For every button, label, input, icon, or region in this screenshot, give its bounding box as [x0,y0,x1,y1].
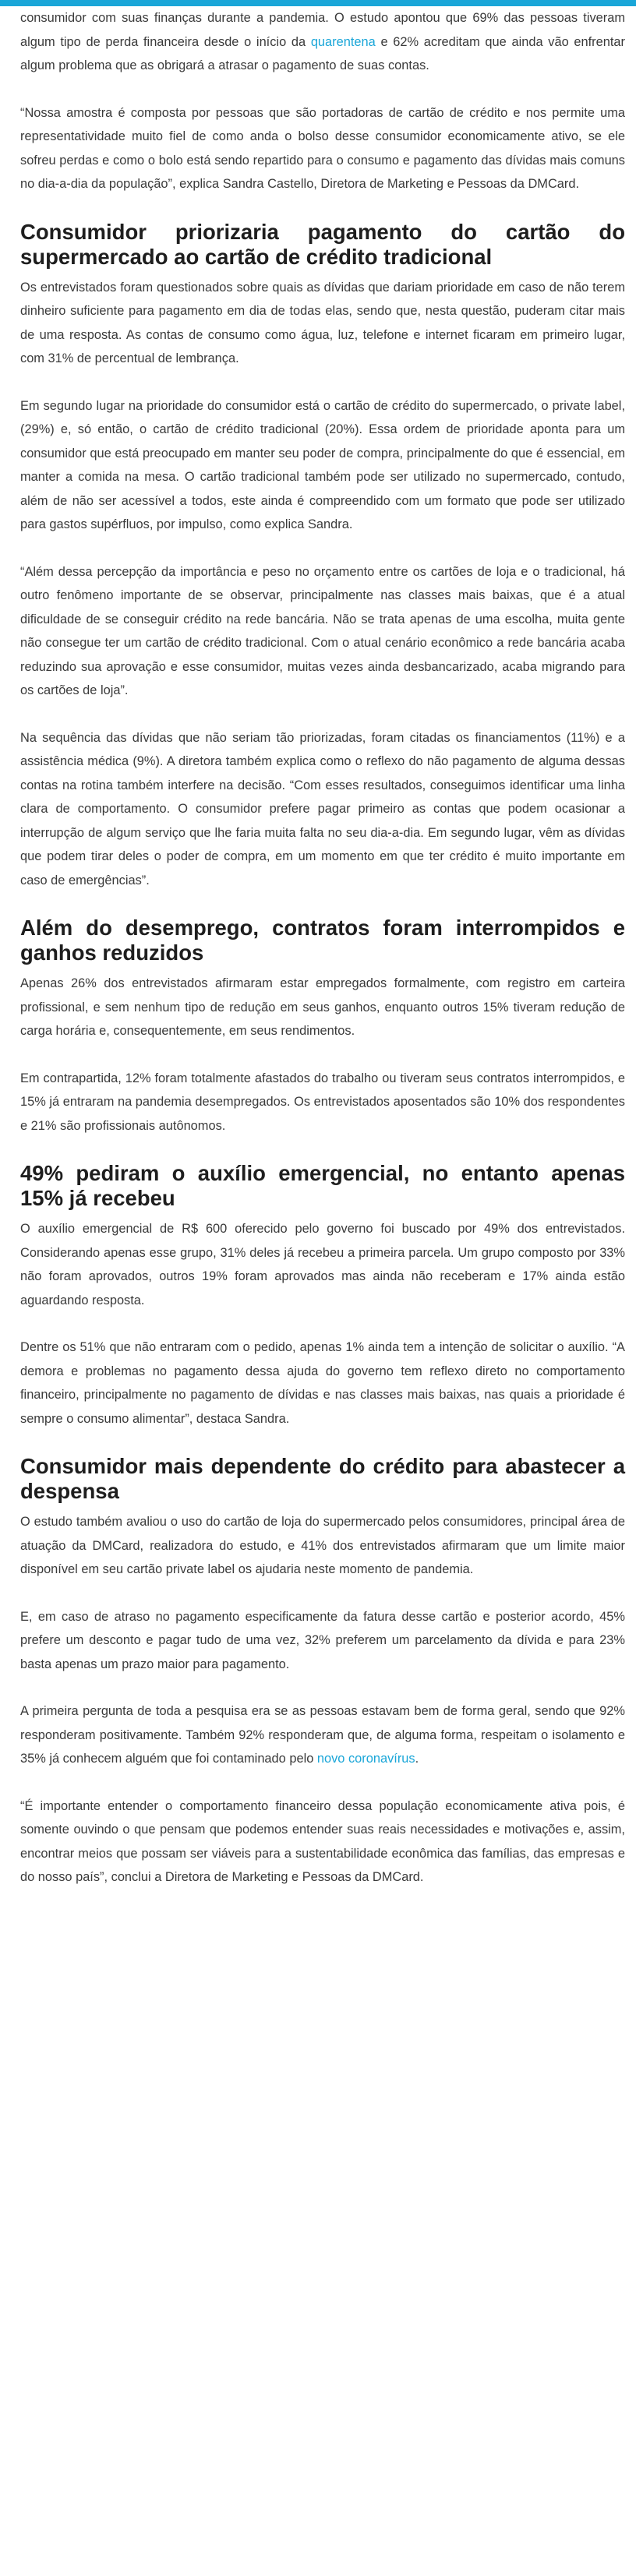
paragraph-text: A primeira pergunta de toda a pesquisa era se as pessoas estavam bem de forma geral, sendo que 92% responderam positivamente. Também 92% responderam que, de alguma forma, respeitam o isolamento e 35% já conhecem alguém que foi contaminado pelo [20,1704,625,1766]
paragraph-aid-delay-quote: Dentre os 51% que não entraram com o pedido, apenas 1% ainda tem a intenção de solicitar o auxílio. “A demora e problemas no pagamento dessa ajuda do governo tem reflexo direto no comportamento financeiro, principalmente no pagamento de dívidas e nas classes mais baixas, nas quais a prioridade é sempre o consumo alimentar”, destaca Sandra. [20,1340,625,1426]
paragraph-general-wellbeing [20,1699,625,1771]
paragraph-late-payment: E, em caso de atraso no pagamento especificamente da fatura desse cartão e posterior acordo, 45% prefere um desconto e pagar tudo de uma vez, 32% preferem um parcelamento da dívida e para 23% basta apenas um prazo maior para pagamento. [20,1609,625,1671]
heading-unemployment-contracts: Além do desemprego, contratos foram interrompidos e ganhos reduzidos [20,916,625,965]
paragraph-pandemic-losses [20,6,625,78]
top-accent-bar [0,0,636,6]
paragraph-store-card-usage: O estudo também avaliou o uso do cartão de loja do supermercado pelos consumidores, principal área de atuação da DMCard, realizadora do estudo, e 41% dos entrevistados afirmaram que um limite maior disponível em seu cartão private label os ajudaria neste momento de pandemia. [20,1515,625,1576]
heading-emergency-aid: 49% pediram o auxílio emergencial, no entanto apenas 15% já recebeu [20,1161,625,1210]
paragraph-closing-quote: “É importante entender o comportamento financeiro dessa população economicamente ativa pois, é somente ouvindo o que pensam que podemos entender suas reais necessidades e motivações e, assim, encontrar meios que possam ser viáveis para a sustentabilidade econômica das famílias, das empresas e do nosso país”, conclui a Diretora de Marketing e Pessoas da DMCard. [20,1798,625,1884]
paragraph-aid-requests: O auxílio emergencial de R$ 600 oferecido pelo governo foi buscado por 49% dos entrevistados. Considerando apenas esse grupo, 31% deles já recebeu a primeira parcela. Um grupo composto por 33% não foram aprovados, outros 19% foram aprovados mas ainda não receberam e 17% ainda estão aguardando resposta. [20,1222,625,1307]
heading-supermarket-card-priority: Consumidor priorizaria pagamento do cartão do supermercado ao cartão de crédito tradicional [20,219,625,269]
paragraph-store-cards-quote: “Além dessa percepção da importância e peso no orçamento entre os cartões de loja e o tradicional, há outro fenômeno importante de se observar, principalmente nas classes mais baixas, que é a atual dificuldade de se conseguir crédito na rede bancária. Não se trata apenas de uma escolha, muita gente não consegue ter um cartão de crédito tradicional. Com o atual cenário econômico a rede bancária acaba reduzindo sua aprovação e esse consumidor, muitas vezes ainda desbancarizado, acaba migrando para os cartões de loja”. [20,564,625,697]
paragraph-second-priority: Em segundo lugar na prioridade do consumidor está o cartão de crédito do supermercado, o private label, (29%) e, só então, o cartão de crédito tradicional (20%). Essa ordem de prioridade aponta para um consumidor que está preocupado em manter seu poder de compra, principalmente do que é essencial, em manter a comida na mesa. O cartão tradicional também pode ser utilizado no supermercado, contudo, além de não ser acessível a todos, este ainda é compreendido com um formato que pode ser utilizado para gastos supérfluos, por impulso, como explica Sandra. [20,398,625,531]
paragraph-formal-employment: Apenas 26% dos entrevistados afirmaram estar empregados formalmente, com registro em carteira profissional, e sem nenhum tipo de redução em seus ganhos, enquanto outros 15% tiveram redução de carga horária e, consequentemente, em seus rendimentos. [20,976,625,1038]
paragraph-text: consumidor com suas finanças durante a pandemia. O estudo apontou que 69% das pessoas tiveram algum tipo de perda financeira desde o início da [20,11,625,49]
paragraph-contracts-interrupted: Em contrapartida, 12% foram totalmente afastados do trabalho ou tiveram seus contratos interrompidos, e 15% já entraram na pandemia desempregados. Os entrevistados aposentados são 10% dos respondentes e 21% são profissionais autônomos. [20,1071,625,1133]
paragraph-financing-medical: Na sequência das dívidas que não seriam tão priorizadas, foram citadas os financiamentos (11%) e a assistência médica (9%). A diretora também explica como o reflexo do não pagamento de alguma dessas contas na rotina também interfere na decisão. “Com esses resultados, conseguimos identificar uma linha clara de comportamento. O consumidor prefere pagar primeiro as contas que podem ocasionar a interrupção de algum serviço que lhe faria muita falta no seu dia-a-dia. Em segundo lugar, vêm as dívidas que podem tirar deles o poder de compra, em um momento em que ter crédito é muito importante em caso de emergências”. [20,730,625,887]
paragraph-text: . [415,1752,419,1766]
article-body [0,6,636,1890]
paragraph-debt-priority: Os entrevistados foram questionados sobre quais as dívidas que dariam prioridade em caso de não terem dinheiro suficiente para pagamento em dia de todas elas, sendo que, nesta questão, puderam citar mais de uma resposta. As contas de consumo como água, luz, telefone e internet ficaram em primeiro lugar, com 31% de percentual de lembrança. [20,280,625,365]
paragraph-sandra-quote-sample: “Nossa amostra é composta por pessoas que são portadoras de cartão de crédito e nos permite uma representatividade muito fiel de como anda o bolso desse consumidor economicamente ativo, se ele sofreu perdas e como o bolo está sendo repartido para o consumo e pagamento das dívidas mais comuns no dia-a-dia da população”, explica Sandra Castello, Diretora de Marketing e Pessoas da DMCard. [20,105,625,191]
paragraph-text: e 62% acreditam que ainda vão enfrentar algum problema que as obrigará a atrasar o pagamento de suas contas. [20,34,625,72]
link-novo-coronavirus[interactable]: novo coronavírus [316,1752,415,1766]
link-quarentena[interactable]: quarentena [310,34,376,49]
heading-credit-dependence: Consumidor mais dependente do crédito para abastecer a despensa [20,1454,625,1503]
